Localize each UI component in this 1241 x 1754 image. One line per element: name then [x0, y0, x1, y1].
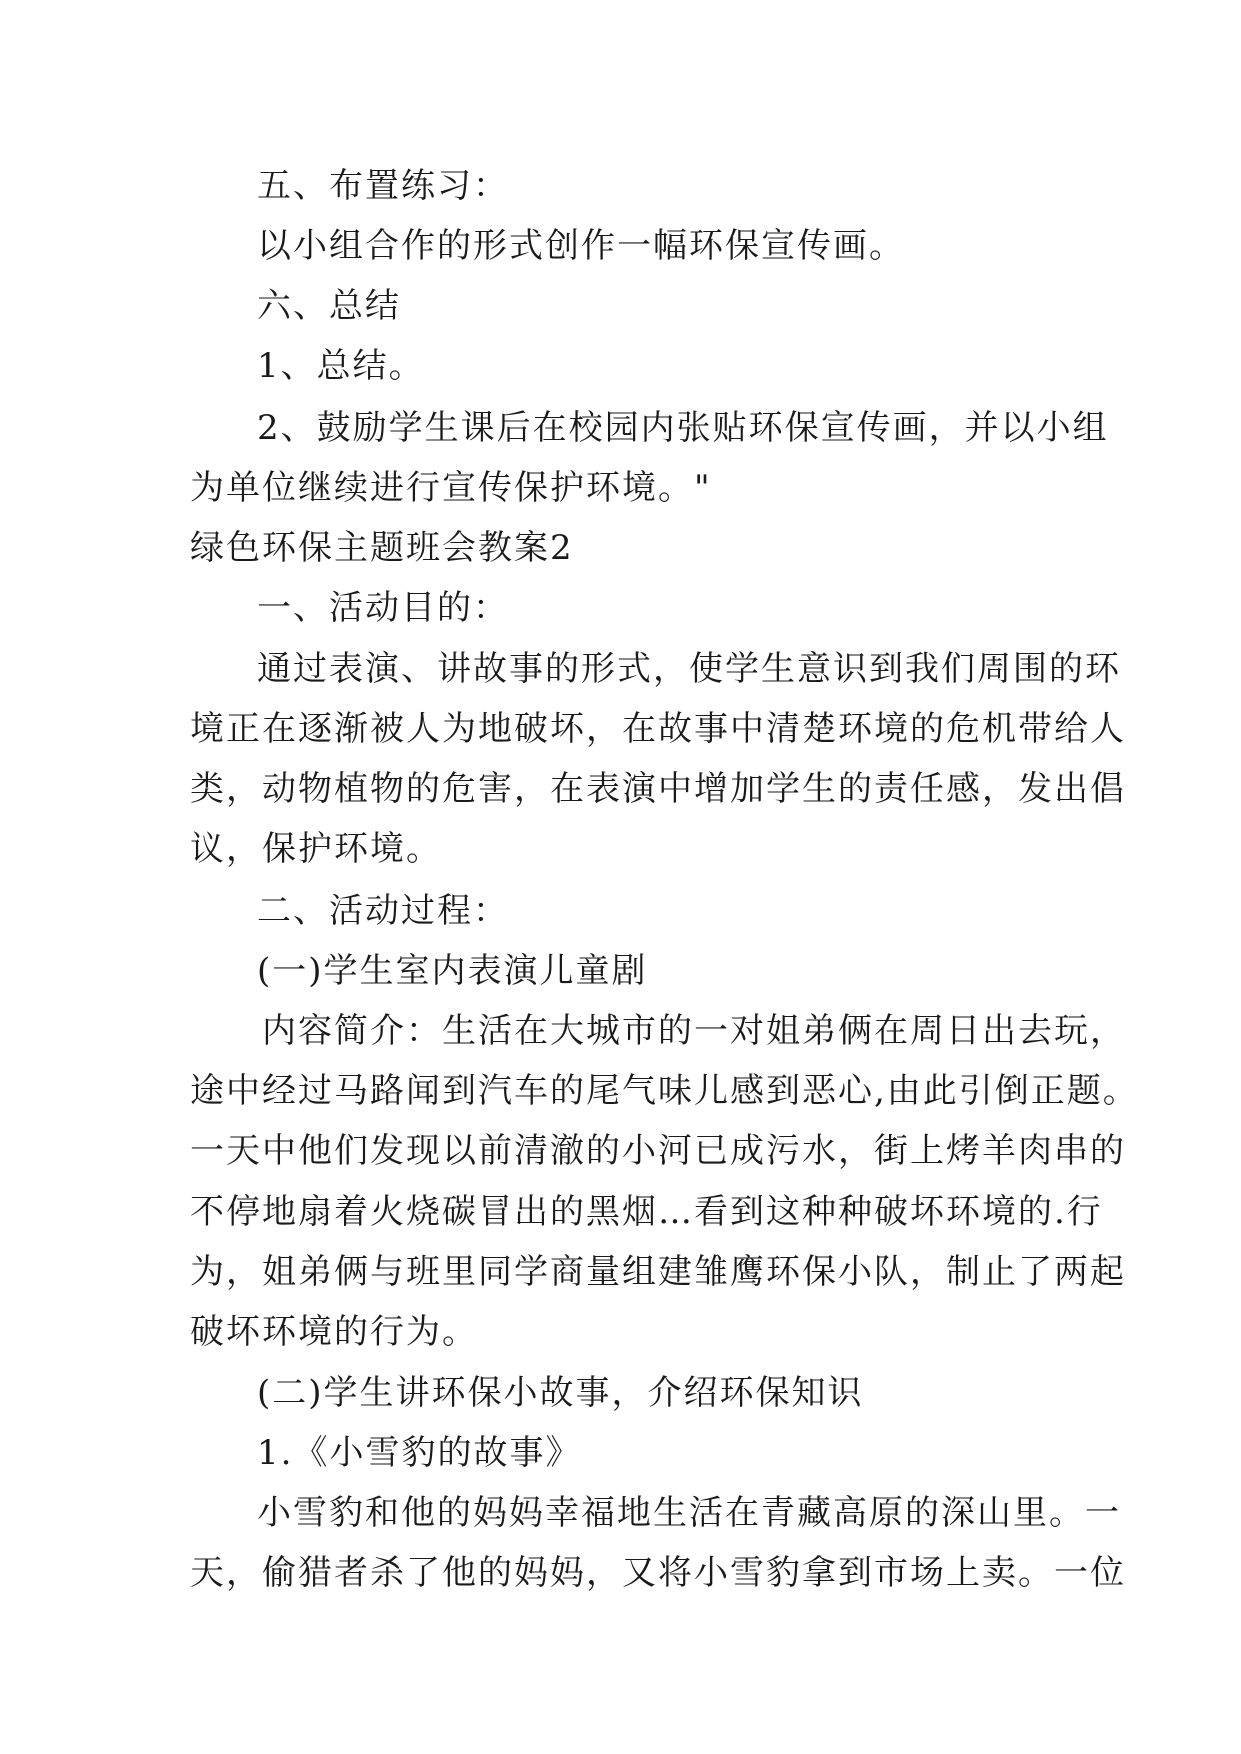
paragraph-line: 内容简介：生活在大城市的一对姐弟俩在周日出去玩， — [262, 1011, 1126, 1051]
paragraph-line: 类，动物植物的危害，在表演中增加学生的责任感，发出倡 — [190, 769, 1126, 809]
paragraph-line: 2、鼓励学生课后在校园内张贴环保宣传画，并以小组 — [257, 408, 1109, 448]
section-heading-process: 二、活动过程： — [257, 891, 509, 931]
paragraph-line: 议，保护环境。 — [190, 829, 442, 869]
section-heading-practice: 五、布置练习： — [257, 166, 509, 206]
paragraph-line: 不停地扇着火烧碳冒出的黑烟…看到这种种破坏环境的.行 — [190, 1192, 1103, 1232]
paragraph-line: 为，姐弟俩与班里同学商量组建雏鹰环保小队，制止了两起 — [190, 1252, 1126, 1292]
document-title: 绿色环保主题班会教案2 — [190, 528, 574, 568]
section-heading-summary: 六、总结 — [257, 286, 401, 326]
story-title: 1.《小雪豹的故事》 — [257, 1433, 582, 1473]
paragraph-line: 小雪豹和他的妈妈幸福地生活在青藏高原的深山里。一 — [257, 1493, 1121, 1533]
paragraph-line: 为单位继续进行宣传保护环境。" — [190, 468, 712, 508]
paragraph-line: 一天中他们发现以前清澈的小河已成污水，街上烤羊肉串的 — [190, 1131, 1126, 1171]
subsection-heading: (一)学生室内表演儿童剧 — [257, 951, 648, 991]
paragraph-line: 天，偷猎者杀了他的妈妈，又将小雪豹拿到市场上卖。一位 — [190, 1553, 1126, 1593]
section-heading-goal: 一、活动目的： — [257, 588, 509, 628]
paragraph-line: 途中经过马路闻到汽车的尾气味儿感到恶心,由此引倒正题。 — [190, 1071, 1139, 1111]
paragraph-line: 破坏环境的行为。 — [190, 1312, 478, 1352]
paragraph-line: 以小组合作的形式创作一幅环保宣传画。 — [257, 226, 905, 266]
paragraph-line: 1、总结。 — [257, 346, 425, 386]
subsection-heading: (二)学生讲环保小故事，介绍环保知识 — [257, 1373, 864, 1413]
paragraph-line: 通过表演、讲故事的形式，使学生意识到我们周围的环 — [257, 649, 1121, 689]
paragraph-line: 境正在逐渐被人为地破坏，在故事中清楚环境的危机带给人 — [190, 709, 1126, 749]
